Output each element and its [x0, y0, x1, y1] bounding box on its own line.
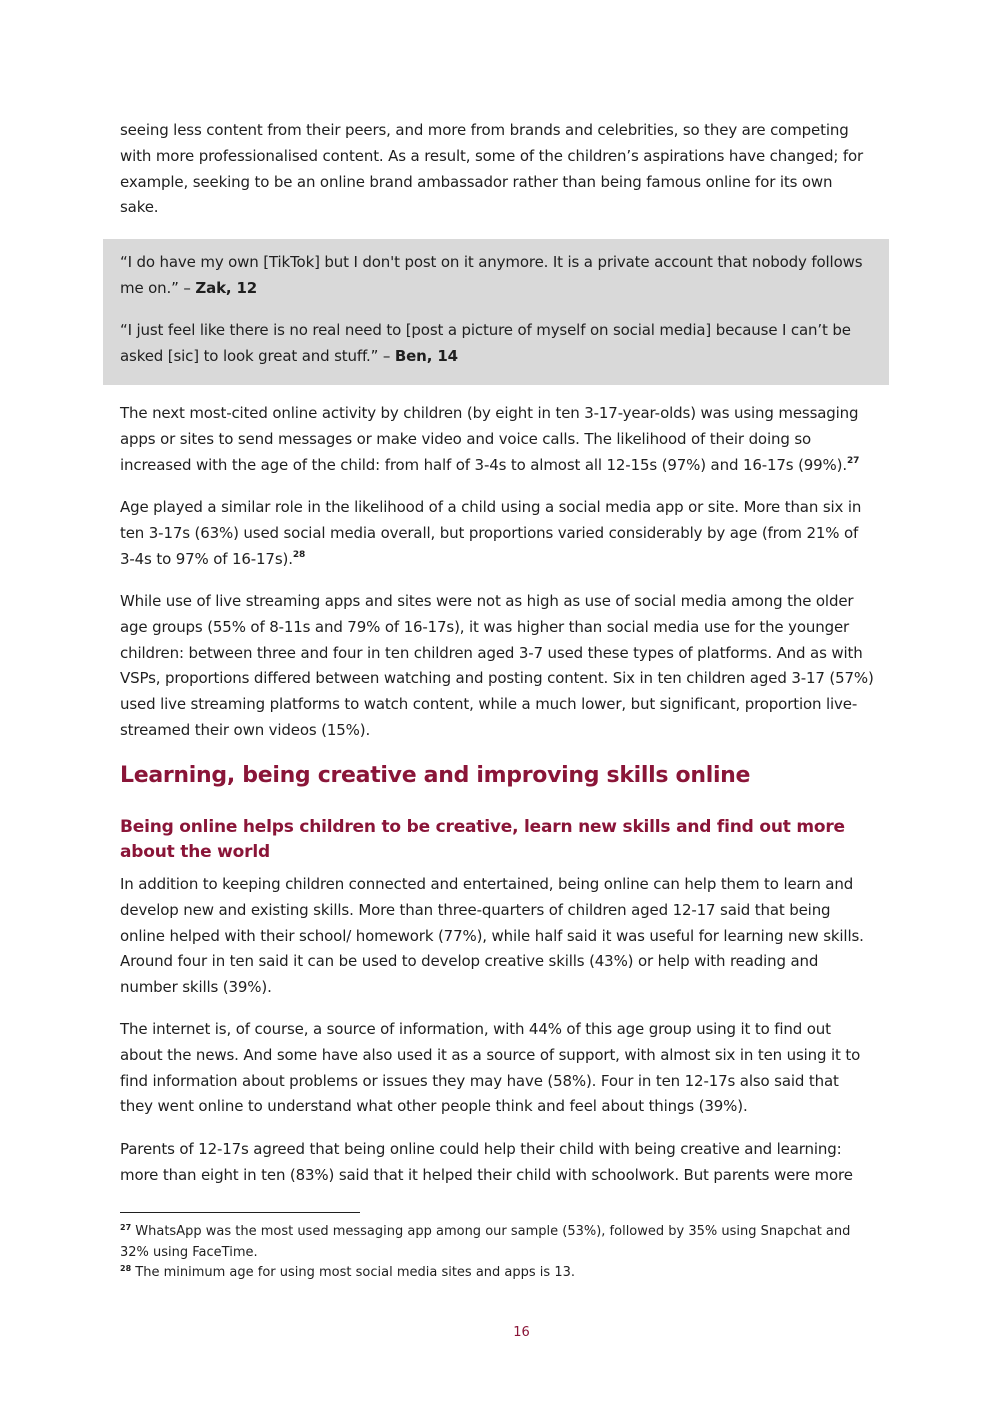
paragraph-intro-continued: seeing less content from their peers, and more from brands and celebrities, so they are competing with more professionalised content. As a result, some of the children’s aspirations have changed; for example, seeking to be an online brand ambassador rather than being famous online for its own sake.: [120, 121, 864, 217]
quote-zak: [120, 250, 880, 302]
paragraph-text: The next most-cited online activity by children (by eight in ten 3-17-year-olds) was using messaging apps or sites to send messages or make video and voice calls. The likelihood of their doing so increased with the age of the child: from half of 3-4s to almost all 12-15s (97%) and 16-17s (99%).: [120, 404, 859, 474]
quote-text: “I just feel like there is no real need to [post a picture of myself on social media] because I can’t be asked [sic] to look great and stuff.” –: [120, 321, 851, 365]
quote-ben: [120, 318, 880, 370]
quote-text: “I do have my own [TikTok] but I don't post on it anymore. It is a private account that nobody follows me on.” –: [120, 253, 863, 297]
paragraph-text: Age played a similar role in the likelihood of a child using a social media app or site. More than six in ten 3-17s (63%) used social media overall, but proportions varied considerably by age (from 21% of 3-4s to 97% of 16-17s).: [120, 498, 862, 568]
footnote-number: 28: [120, 1264, 132, 1273]
page-number: 16: [513, 1325, 530, 1340]
footnote-27: [120, 1222, 880, 1263]
paragraph-social-media: [120, 495, 875, 572]
footnote-text: WhatsApp was the most used messaging app among our sample (53%), followed by 35% using Snapchat and 32% using FaceTime.: [120, 1224, 851, 1260]
paragraph-information: The internet is, of course, a source of information, with 44% of this age group using it to find out about the news. And some have also used it as a source of support, with almost six in ten using it to find information about problems or issues they may have (58%). Four in ten 12-17s also said that they went online to understand what other people think and feel about things (39%).: [120, 1020, 861, 1116]
quote-speaker: Zak, 12: [195, 278, 258, 297]
quote-speaker: Ben, 14: [394, 346, 458, 365]
paragraph-live-streaming: While use of live streaming apps and sites were not as high as use of social media among the older age groups (55% of 8-11s and 79% of 16-17s), it was higher than social media use for the younger children: between three and four in ten children aged 3-7 used these types of platforms. And as with VSPs, proportions differed between watching and posting content. Six in ten children aged 3-17 (57%) used live streaming platforms to watch content, while a much lower, but significant, proportion live-streamed their own videos (15%).: [120, 592, 874, 739]
subsection-heading: Being online helps children to be creative, learn new skills and find out more about the world: [120, 817, 845, 862]
footnote-divider: [120, 1212, 360, 1213]
section-heading: Learning, being creative and improving skills online: [120, 763, 751, 788]
footnote-ref-27[interactable]: 27: [846, 455, 860, 466]
paragraph-messaging: [120, 401, 875, 478]
footnote-28: [120, 1263, 880, 1284]
quote-box: [103, 239, 889, 385]
footnote-text: The minimum age for using most social media sites and apps is 13.: [131, 1265, 575, 1280]
footnote-number: 27: [120, 1223, 132, 1232]
paragraph-parents: Parents of 12-17s agreed that being online could help their child with being creative and learning: more than eight in ten (83%) said that it helped their child with schoolwork. But parents were more: [120, 1140, 853, 1184]
paragraph-learning: In addition to keeping children connected and entertained, being online can help them to learn and develop new and existing skills. More than three-quarters of children aged 12-17 said that being online helped with their school/ homework (77%), while half said it was useful for learning new skills. Around four in ten said it can be used to develop creative skills (43%) or help with reading and number skills (39%).: [120, 875, 864, 997]
footnote-ref-28[interactable]: 28: [292, 549, 306, 560]
